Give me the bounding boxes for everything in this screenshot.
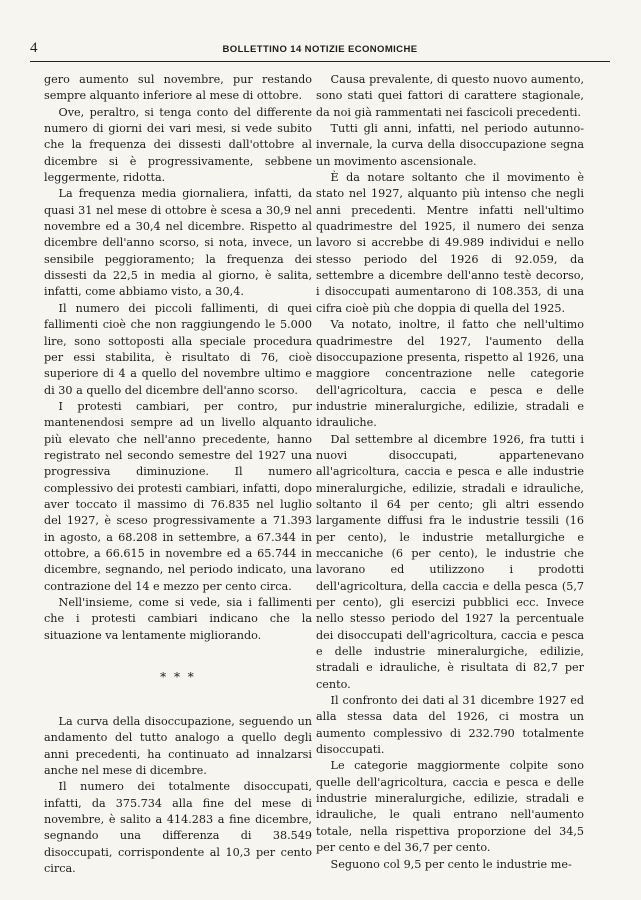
- paragraph: Il confronto dei dati al 31 dicembre 1927 ed alla stessa data del 1926, ci mostra un aumento complessivo di 232.790 totalmente disoccupati.: [316, 694, 584, 757]
- paragraph: Va notato, inoltre, il fatto che nell'ultimo quadrimestre del 1927, l'aumento della disoccupazione presenta, rispetto al 1926, una maggiore concentrazione nelle categorie dell'agricoltura, caccia e pesca e delle industrie mineralurgiche, edilizie, stradali e idrauliche.: [316, 318, 584, 430]
- paragraph: Il numero dei piccoli fallimenti, di quei fallimenti cioè che non raggiungendo le 5.000 lire, sono sottoposti alla speciale procedura per essi stabilita, è risultato di 76, cioè superiore di 4 a quello del novembre ultimo e di 30 a quello del dicembre dell'anno scorso.: [44, 301, 312, 397]
- page-header: [30, 38, 610, 60]
- paragraph: I protesti cambiari, per contro, pur mantenendosi sempre ad un livello alquanto più elevato che nell'anno precedente, hanno registrato nel secondo semestre del 1927 una progressiva diminuzione. Il numero complessivo dei protesti cambiari, infatti, dopo aver toccato il massimo di 76.835 nel luglio del 1927, è sceso progressivamente a 71.393 in agosto, a 68.208 in settembre, a 67.344 in ottobre, a 66.615 in novembre ed a 65.744 in dicembre, segnando, nel periodo indicato, una contrazione del 14 e mezzo per cento circa.: [44, 399, 312, 593]
- paragraph: Dal settembre al dicembre 1926, fra tutti i nuovi disoccupati, appartenevano all'agricoltura, caccia e pesca e alle industrie mineralurgiche, edilizie, stradali e idrauliche, soltanto il 64 per cento; gli altri essendo largamente diffusi fra le industrie tessili (16 per cento), le industrie metallurgiche e meccaniche (6 per cento), le industrie che lavorano ed utilizzono i prodotti dell'agricoltura, della caccia e della pesca (5,7 per cento), gli esercizi pubblici ecc. Invece nello stesso periodo del 1927 la percentuale dei disoccupati dell'agricoltura, caccia e pesca e delle industrie mineralurgiche, edilizie, stradali e idrauliche, è risultata di 82,7 per cento.: [316, 432, 584, 691]
- section-separator: * * *: [160, 670, 196, 685]
- paragraph: La curva della disoccupazione, seguendo un andamento del tutto analogo a quello degli anni precedenti, ha continuato ad innalzarsi anche nel mese di dicembre.: [44, 715, 312, 778]
- right-column: [316, 72, 584, 873]
- header-rule: [30, 61, 610, 62]
- paragraph: Causa prevalente, di questo nuovo aumento, sono stati quei fattori di carattere stagionale, da noi già rammentati nei fascicoli precedenti.: [316, 73, 584, 119]
- left-column: [44, 72, 312, 877]
- running-title: BOLLETTINO 14 NOTIZIE ECONOMICHE: [222, 44, 418, 55]
- paragraph: Nell'insieme, come si vede, sia i fallimenti che i protesti cambiari indicano che la situazione va lentamente migliorando.: [44, 596, 312, 642]
- paragraph: Seguono col 9,5 per cento le industrie me-: [330, 857, 572, 871]
- paragraph: Tutti gli anni, infatti, nel periodo autunno-invernale, la curva della disoccupazione segna un movimento ascensionale.: [316, 122, 584, 168]
- paragraph: Le categorie maggiormente colpite sono quelle dell'agricoltura, caccia e pesca e delle industrie mineralurgiche, edilizie, stradali e idrauliche, le quali entrano nell'aumento totale, nella rispettiva proporzione del 34,5 per cento e del 36,7 per cento.: [316, 759, 584, 855]
- paragraph: Il numero dei totalmente disoccupati, infatti, da 375.734 alla fine del mese di novembre, è salito a 414.283 a fine dicembre, segnando una differenza di 38.549 disoccupati, corrispondente al 10,3 per cento circa.: [44, 780, 312, 876]
- paragraph: La frequenza media giornaliera, infatti, da quasi 31 nel mese di ottobre è scesa a 30,9 nel novembre ed a 30,4 nel dicembre. Rispetto al dicembre dell'anno scorso, si nota, invece, un sensibile peggioramento; la frequenza dei dissesti da 22,5 in media al giorno, è salita, infatti, come abbiamo visto, a 30,4.: [44, 187, 312, 299]
- paragraph: gero aumento sul novembre, pur restando sempre alquanto inferiore al mese di ottobre.: [44, 73, 312, 103]
- page-number: 4: [30, 40, 38, 56]
- paragraph: Ove, peraltro, si tenga conto del differente numero di giorni dei vari mesi, si vede subito che la frequenza dei dissesti dall'ottobre al dicembre si è progressivamente, sebbene leggermente, ridotta.: [44, 105, 312, 185]
- paragraph: È da notare soltanto che il movimento è stato nel 1927, alquanto più intenso che negli anni precedenti. Mentre infatti nell'ultimo quadrimestre del 1925, il numero dei senza lavoro si accrebbe di 49.989 individui e nello stesso periodo del 1926 di 92.059, da settembre a dicembre dell'anno testè decorso, i disoccupati aumentarono di 108.353, di una cifra cioè più che doppia di quella del 1925.: [316, 171, 584, 315]
